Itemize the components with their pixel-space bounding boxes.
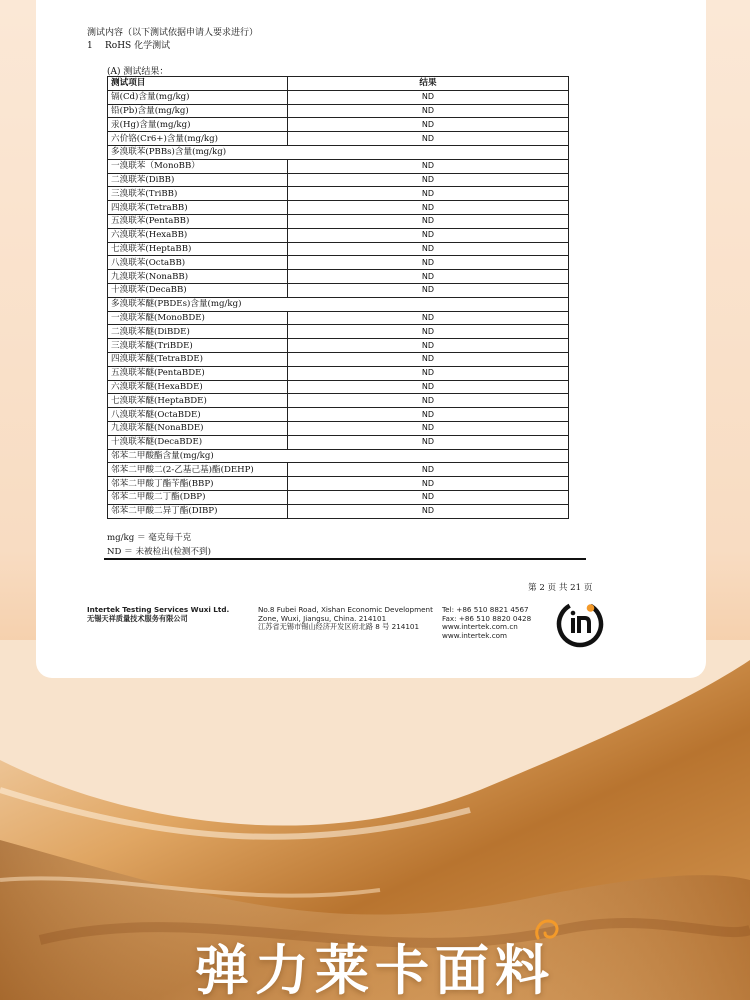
test-item: 邻苯二甲酸二丁酯(DBP): [108, 490, 288, 504]
address-line-1: No.8 Fubei Road, Xishan Economic Development: [258, 605, 433, 614]
test-result: ND: [287, 380, 568, 394]
group-label: 邻苯二甲酸酯含量(mg/kg): [108, 449, 569, 463]
test-item: 九溴联苯醚(NonaBDE): [108, 421, 288, 435]
test-item: 镉(Cd)含量(mg/kg): [108, 90, 288, 104]
address-line-3: 江苏省无锡市锡山经济开发区府北路 8 号 214101: [258, 622, 420, 632]
table-row: [108, 380, 569, 394]
footer-address: [258, 606, 433, 632]
test-item: 八溴联苯醚(OctaBDE): [108, 408, 288, 422]
table-row: [108, 311, 569, 325]
test-result: ND: [287, 325, 568, 339]
divider-rule: [104, 558, 586, 560]
test-result: ND: [287, 421, 568, 435]
section-heading: [87, 40, 258, 53]
test-item: 七溴联苯醚(HeptaBDE): [108, 394, 288, 408]
test-item: 汞(Hg)含量(mg/kg): [108, 118, 288, 132]
table-row: [108, 283, 569, 297]
test-item: 七溴联苯(HeptaBB): [108, 242, 288, 256]
test-result: ND: [287, 463, 568, 477]
note-nd: ND ＝ 未被检出(检测不到): [107, 547, 211, 557]
test-result: ND: [287, 159, 568, 173]
table-row: [108, 132, 569, 146]
company-name-en: Intertek Testing Services Wuxi Ltd.: [87, 605, 230, 614]
test-result: ND: [287, 311, 568, 325]
test-result: ND: [287, 104, 568, 118]
table-row: [108, 242, 569, 256]
intertek-logo-icon: [554, 598, 606, 650]
table-group-row: [108, 145, 569, 159]
table-row: [108, 352, 569, 366]
test-result: ND: [287, 187, 568, 201]
test-item: 三溴联苯(TriBB): [108, 187, 288, 201]
notes: [107, 531, 211, 559]
test-item: 十溴联苯醚(DecaBDE): [108, 435, 288, 449]
table-row: [108, 435, 569, 449]
test-result: ND: [287, 490, 568, 504]
table-row: [108, 214, 569, 228]
test-item: 六价铬(Cr6+)含量(mg/kg): [108, 132, 288, 146]
test-result: ND: [287, 201, 568, 215]
group-label: 多溴联苯醚(PBDEs)含量(mg/kg): [108, 297, 569, 311]
table-row: [108, 270, 569, 284]
page-number: 第 2 页 共 21 页: [528, 583, 593, 593]
test-item: 一溴联苯醚(MonoBDE): [108, 311, 288, 325]
table-group-row: [108, 297, 569, 311]
company-name-cn: 无锡天祥质量技术服务有限公司: [87, 613, 188, 623]
test-item: 三溴联苯醚(TriBDE): [108, 339, 288, 353]
contact-tel: Tel: +86 510 8821 4567: [442, 605, 529, 614]
test-result: ND: [287, 173, 568, 187]
test-result: ND: [287, 435, 568, 449]
test-result: ND: [287, 339, 568, 353]
table-row: [108, 463, 569, 477]
test-result: ND: [287, 228, 568, 242]
table-body: [108, 90, 569, 518]
table-row: [108, 173, 569, 187]
table-row: [108, 228, 569, 242]
address-line-2: Zone, Wuxi, Jiangsu, China. 214101: [258, 613, 387, 623]
rohs-results-table: [107, 76, 569, 519]
test-item: 二溴联苯(DiBB): [108, 173, 288, 187]
test-item: 一溴联苯（MonoBB）: [108, 159, 288, 173]
test-item: 邻苯二甲酸二(2-乙基己基)酯(DEHP): [108, 463, 288, 477]
table-row: [108, 187, 569, 201]
table-row: [108, 325, 569, 339]
test-item: 九溴联苯(NonaBB): [108, 270, 288, 284]
test-item: 铅(Pb)含量(mg/kg): [108, 104, 288, 118]
test-item: 八溴联苯(OctaBB): [108, 256, 288, 270]
test-item: 二溴联苯醚(DiBDE): [108, 325, 288, 339]
test-item: 十溴联苯(DecaBB): [108, 283, 288, 297]
column-header-item: 测试项目: [108, 77, 288, 91]
test-result: ND: [287, 256, 568, 270]
test-result: ND: [287, 90, 568, 104]
table-row: [108, 504, 569, 518]
test-result: ND: [287, 394, 568, 408]
table-row: [108, 159, 569, 173]
test-result: ND: [287, 366, 568, 380]
test-item: 邻苯二甲酸丁酯苄酯(BBP): [108, 477, 288, 491]
test-item: 四溴联苯(TetraBB): [108, 201, 288, 215]
table-row: [108, 477, 569, 491]
report-header: [87, 27, 258, 53]
test-item: 四溴联苯醚(TetraBDE): [108, 352, 288, 366]
table-row: [108, 256, 569, 270]
test-result: ND: [287, 504, 568, 518]
table-row: [108, 490, 569, 504]
footer-contact: [442, 606, 531, 640]
table-row: [108, 90, 569, 104]
group-label: 多溴联苯(PBBs)含量(mg/kg): [108, 145, 569, 159]
banner-title: 弹力莱卡面料: [195, 939, 555, 1000]
test-result: ND: [287, 118, 568, 132]
table-header-row: [108, 77, 569, 91]
table-row: [108, 408, 569, 422]
test-item: 六溴联苯醚(HexaBDE): [108, 380, 288, 394]
test-result: ND: [287, 352, 568, 366]
column-header-result: 结果: [287, 77, 568, 91]
table-row: [108, 104, 569, 118]
table-row: [108, 339, 569, 353]
table-row: [108, 394, 569, 408]
test-result: ND: [287, 477, 568, 491]
test-content-heading: 测试内容（以下测试依据申请人要求进行）: [87, 28, 259, 38]
table-row: [108, 421, 569, 435]
section-number: 1: [87, 41, 93, 51]
table-group-row: [108, 449, 569, 463]
test-result: ND: [287, 408, 568, 422]
note-unit: mg/kg ＝ 毫克每千克: [107, 533, 192, 543]
footer-company: [87, 606, 229, 623]
test-result: ND: [287, 283, 568, 297]
contact-web: www.intertek.com: [442, 630, 508, 640]
test-result: ND: [287, 270, 568, 284]
orange-curl-icon: [532, 916, 562, 946]
test-result: ND: [287, 242, 568, 256]
table-row: [108, 366, 569, 380]
test-result: ND: [287, 132, 568, 146]
test-item: 五溴联苯醚(PentaBDE): [108, 366, 288, 380]
test-item: 邻苯二甲酸二异丁酯(DIBP): [108, 504, 288, 518]
table-caption: (A) 测试结果：: [107, 67, 169, 77]
test-item: 五溴联苯(PentaBB): [108, 214, 288, 228]
test-item: 六溴联苯(HexaBB): [108, 228, 288, 242]
section-title: RoHS 化学测试: [105, 41, 171, 51]
table-row: [108, 118, 569, 132]
table-row: [108, 201, 569, 215]
test-result: ND: [287, 214, 568, 228]
contact-web-cn: www.intertek.com.cn: [442, 622, 518, 632]
contact-fax: Fax: +86 510 8820 0428: [442, 613, 532, 623]
